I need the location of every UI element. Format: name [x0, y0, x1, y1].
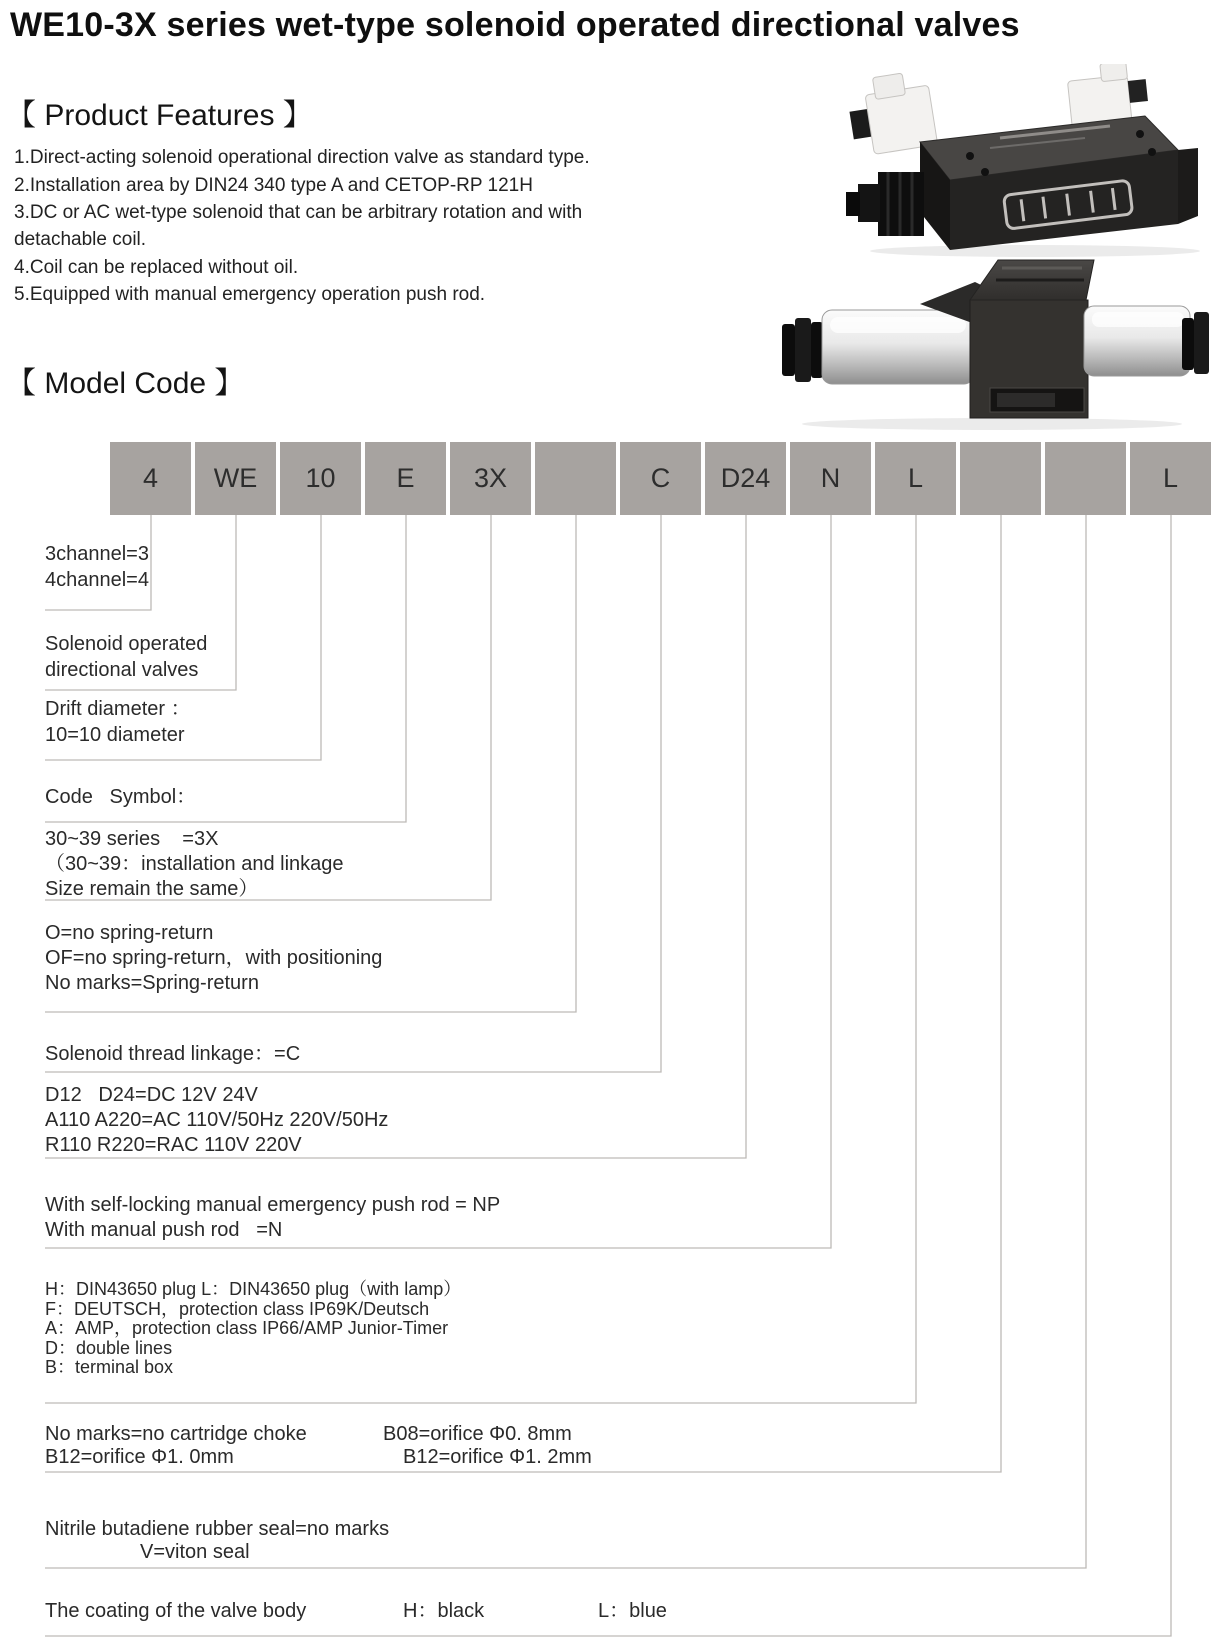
model-code-description-line: H：DIN43650 plug L：DIN43650 plug（with lamp）: [45, 1279, 462, 1299]
model-code-box: E: [365, 442, 446, 515]
model-code-box: [535, 442, 616, 515]
model-code-description-line: 4channel=4: [45, 569, 149, 591]
mounting-hole: [966, 152, 974, 160]
product-features-heading: 【 Product Features 】: [6, 99, 313, 132]
model-code-description-line: Solenoid thread linkage：=C: [45, 1043, 301, 1065]
model-code-description-line: No marks=Spring-return: [45, 972, 259, 994]
model-code-description-line: A：AMP，protection class IP66/AMP Junior-Timer: [45, 1318, 449, 1338]
feature-line: detachable coil.: [14, 229, 147, 250]
model-code-box: 3X: [450, 442, 531, 515]
page-title: WE10-3X series wet-type solenoid operated directional valves: [10, 6, 1020, 44]
model-code-description-line: D：double lines: [45, 1337, 173, 1358]
product-photo-valve-din-connectors: [800, 64, 1200, 259]
end-knob-left: [782, 318, 823, 382]
model-code-description-line: B12=orifice Φ1. 0mm: [45, 1446, 234, 1468]
model-code-description-line: directional valves: [45, 659, 199, 681]
product-photo-valve-chrome-tubes: [770, 238, 1215, 433]
connector-line: [45, 515, 1086, 1568]
model-code-box: L: [1130, 442, 1211, 515]
feature-line: 5.Equipped with manual emergency operation push rod.: [14, 284, 486, 305]
mounting-hole: [1136, 130, 1144, 138]
model-code-description-line: The coating of the valve body: [45, 1600, 307, 1622]
model-code-description-line: B12=orifice Φ1. 2mm: [403, 1446, 592, 1468]
model-code-description-line: H：black: [403, 1600, 485, 1622]
model-code-description-line: Size remain the same）: [45, 878, 259, 900]
mounting-hole: [981, 168, 989, 176]
mounting-hole: [1148, 148, 1156, 156]
model-code-description-line: B：terminal box: [45, 1357, 174, 1377]
model-code-description-line: B08=orifice Φ0. 8mm: [383, 1423, 572, 1445]
model-code-description-line: 3channel=3: [45, 543, 149, 565]
valve-right-block: [1178, 148, 1198, 224]
model-code-description-line: No marks=no cartridge choke: [45, 1423, 307, 1445]
model-code-description-line: O=no spring-return: [45, 922, 214, 944]
model-code-description-line: Code Symbol：: [45, 786, 197, 808]
port-stub: [846, 192, 860, 216]
model-code-description-line: With manual push rod =N: [45, 1219, 283, 1241]
model-code-box: C: [620, 442, 701, 515]
model-code-description-line: Nitrile butadiene rubber seal=no marks: [45, 1518, 390, 1540]
model-code-description-line: （30~39：installation and linkage: [45, 853, 344, 875]
port-stub: [858, 184, 880, 222]
model-code-description-line: D12 D24=DC 12V 24V: [45, 1084, 258, 1106]
model-code-description-line: V=viton seal: [140, 1541, 250, 1563]
model-code-box: 4: [110, 442, 191, 515]
model-code-description-line: OF=no spring-return，with positioning: [45, 947, 383, 969]
model-code-description-line: L：blue: [598, 1600, 667, 1622]
feature-line: 3.DC or AC wet-type solenoid that can be arbitrary rotation and with: [14, 202, 583, 223]
model-code-box: [960, 442, 1041, 515]
model-code-description-line: With self-locking manual emergency push rod = NP: [45, 1194, 501, 1216]
model-code-heading: 【 Model Code 】: [6, 367, 245, 400]
end-knob-right: [1182, 312, 1209, 374]
model-code-description-line: 30~39 series =3X: [45, 828, 219, 850]
tube-highlight: [1092, 312, 1184, 327]
model-code-box: D24: [705, 442, 786, 515]
model-code-box: WE: [195, 442, 276, 515]
photo-shadow: [802, 418, 1182, 430]
model-code-description-line: R110 R220=RAC 110V 220V: [45, 1134, 302, 1156]
model-code-description-line: A110 A220=AC 110V/50Hz 220V/50Hz: [45, 1109, 389, 1131]
model-code-box: N: [790, 442, 871, 515]
feature-line: 4.Coil can be replaced without oil.: [14, 257, 299, 278]
model-code-description-line: Drift diameter ：: [45, 698, 191, 720]
model-code-description-line: F：DEUTSCH，protection class IP69K/Deutsch: [45, 1298, 430, 1319]
model-code-description-line: Solenoid operated: [45, 633, 208, 655]
model-code-box: L: [875, 442, 956, 515]
nameplate: [997, 393, 1055, 407]
model-code-description-line: 10=10 diameter: [45, 724, 185, 746]
model-code-box: 10: [280, 442, 361, 515]
feature-line: 2.Installation area by DIN24 340 type A and CETOP-RP 121H: [14, 175, 533, 196]
tube-highlight: [830, 317, 966, 333]
feature-line: 1.Direct-acting solenoid operational direction valve as standard type.: [14, 147, 590, 168]
model-code-box: [1045, 442, 1126, 515]
